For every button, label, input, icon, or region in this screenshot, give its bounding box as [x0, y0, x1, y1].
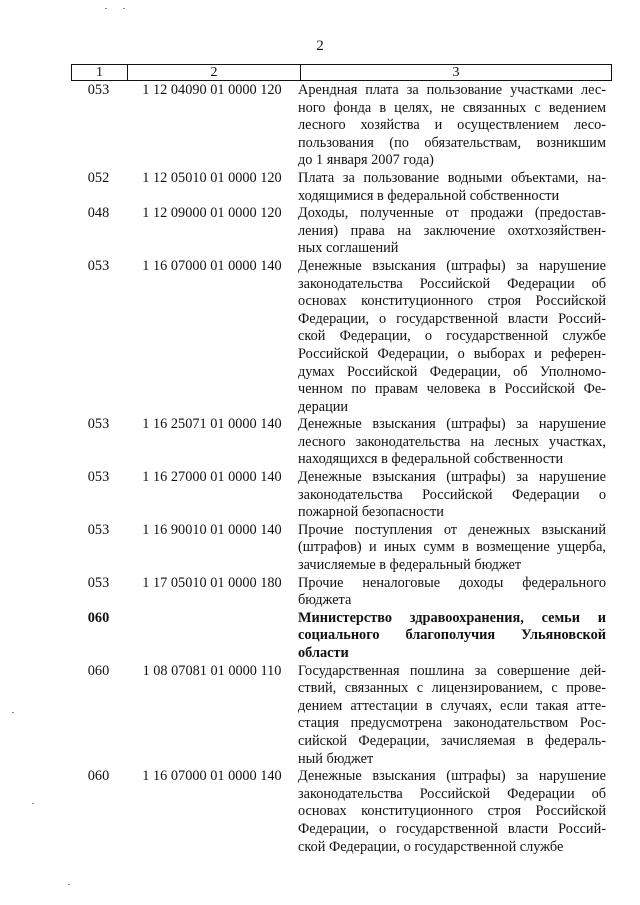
budget-classification-code: 1 16 07000 01 0000 140: [142, 768, 282, 785]
admin-code: 053: [87, 574, 110, 591]
description-line: Денежные взыскания (штрафы) за нарушение: [298, 469, 606, 486]
description-line: сийской Федерации, зачисляемая в федераль-: [298, 732, 606, 749]
scan-speck: [105, 8, 107, 9]
description-line: ченном по правам человека в Российской Фе-: [298, 381, 606, 398]
description-line: ления) права на заключение охотхозяйствен-: [298, 222, 606, 239]
budget-classification-code: 1 16 25071 01 0000 140: [142, 416, 282, 433]
page-number: 2: [316, 38, 324, 54]
admin-code: 053: [87, 257, 110, 274]
revenue-description: [298, 522, 606, 575]
revenue-description: [298, 768, 606, 856]
description-line: лесного законодательства на лесных участках,: [298, 433, 606, 450]
table-row: [71, 469, 612, 522]
description-line: находящихся в федеральной собственности: [298, 451, 564, 468]
description-line: Прочие неналоговые доходы федерального: [298, 574, 606, 591]
budget-classification-code: 1 12 05010 01 0000 120: [142, 169, 282, 186]
description-line: Государственная пошлина за совершение дей-: [298, 662, 606, 679]
description-line: области: [298, 645, 349, 661]
budget-classification-code: [126, 610, 298, 663]
description-line: дерации: [298, 398, 349, 415]
description-line: основах конституционного строя Российской: [298, 803, 606, 820]
revenue-description: [298, 416, 606, 469]
scan-speck: [68, 884, 70, 885]
description-line: Денежные взыскания (штрафы) за нарушение: [298, 416, 606, 433]
revenue-description: [298, 663, 606, 769]
description-line: Федерации, о государственной власти Россий-: [298, 310, 606, 327]
description-line: ный бюджет: [298, 750, 374, 767]
table-body: [71, 82, 612, 856]
description-line: Денежные взыскания (штрафы) за нарушение: [298, 257, 606, 274]
description-line: законодательства Российской Федерации об: [298, 785, 606, 802]
budget-classification-code: 1 16 27000 01 0000 140: [142, 469, 282, 486]
revenue-description: [298, 610, 606, 663]
header-col-2: 2: [128, 65, 301, 80]
table-row: [71, 416, 612, 469]
table-row: [71, 768, 612, 856]
revenue-description: [298, 205, 606, 258]
budget-classification-code: 1 12 09000 01 0000 120: [142, 205, 282, 222]
table-row: [71, 575, 612, 610]
admin-code: 060: [87, 662, 110, 679]
revenue-description: [298, 82, 606, 170]
budget-classification-code: 1 08 07081 01 0000 110: [142, 662, 282, 679]
admin-code: 053: [87, 82, 110, 98]
scan-speck: [123, 8, 125, 9]
table-row: [71, 522, 612, 575]
description-line: социального благополучия Ульяновской: [298, 627, 606, 644]
admin-code: 060: [87, 768, 110, 785]
table-row: [71, 258, 612, 416]
table-row: [71, 170, 612, 205]
description-line: лесного хозяйства и осуществлением лесо-: [298, 117, 606, 134]
admin-code: 048: [87, 205, 110, 222]
description-line: ской Федерации, о государственной службе: [298, 838, 564, 855]
description-line: Плата за пользование водными объектами, на-: [298, 169, 606, 186]
description-line: бюджета: [298, 592, 352, 609]
budget-classification-code: 1 12 04090 01 0000 120: [142, 82, 282, 98]
description-line: (штрафов) и иных сумм в возмещение ущерба,: [298, 539, 606, 556]
table-row: [71, 82, 612, 170]
admin-code: 052: [87, 169, 110, 186]
description-line: Прочие поступления от денежных взысканий: [298, 521, 606, 538]
description-line: основах конституционного строя Российской: [298, 293, 606, 310]
description-line: ской Федерации, о государственной службе: [298, 328, 606, 345]
description-line: законодательства Российской Федерации об: [298, 275, 606, 292]
table-row: [71, 610, 612, 663]
description-line: стация предусмотрена законодательством Рос-: [298, 715, 606, 732]
budget-classification-code: 1 16 90010 01 0000 140: [142, 521, 282, 538]
description-line: Федерации, о государственной власти Россий-: [298, 820, 606, 837]
scan-speck: [12, 712, 14, 713]
budget-classification-code: 1 17 05010 01 0000 180: [142, 574, 282, 591]
table-row: [71, 663, 612, 769]
revenue-description: [298, 170, 606, 205]
admin-code: 053: [87, 521, 110, 538]
description-line: зачисляемые в федеральный бюджет: [298, 557, 522, 574]
budget-classification-code: 1 16 07000 01 0000 140: [142, 257, 282, 274]
description-line: ных соглашений: [298, 240, 399, 257]
header-col-1: 1: [72, 65, 128, 80]
description-line: Доходы, полученные от продажи (предостав-: [298, 205, 606, 222]
revenue-description: [298, 258, 606, 416]
description-line: законодательства Российской Федерации о: [298, 486, 606, 503]
scan-speck: [32, 803, 34, 804]
description-line: пользования (по обязательствам, возникшим: [298, 134, 606, 151]
description-line: думах Российской Федерации, об Уполномо-: [298, 363, 606, 380]
description-line: пожарной безопасности: [298, 504, 444, 521]
admin-code: 053: [87, 416, 110, 433]
table-row: [71, 205, 612, 258]
description-line: ствий, связанных с лицензированием, с прове-: [298, 680, 606, 697]
revenue-description: [298, 575, 606, 610]
revenue-description: [298, 469, 606, 522]
description-line: Денежные взыскания (штрафы) за нарушение: [298, 768, 606, 785]
description-line: ходящимися в федеральной собственности: [298, 187, 560, 204]
description-line: Российской Федерации, о выборах и референ-: [298, 345, 606, 362]
description-line: ного фонда в целях, не связанных с ведением: [298, 99, 606, 116]
description-line: дением аттестации в случаях, если такая атте-: [298, 697, 606, 714]
table-header: [71, 64, 612, 81]
description-line: Арендная плата за пользование участками лес-: [298, 82, 606, 98]
header-col-3: 3: [452, 65, 460, 80]
description-line: Министерство здравоохранения, семьи и: [298, 609, 606, 626]
description-line: до 1 января 2007 года): [298, 152, 434, 169]
admin-code: 060: [87, 609, 110, 626]
admin-code: 053: [87, 469, 110, 486]
